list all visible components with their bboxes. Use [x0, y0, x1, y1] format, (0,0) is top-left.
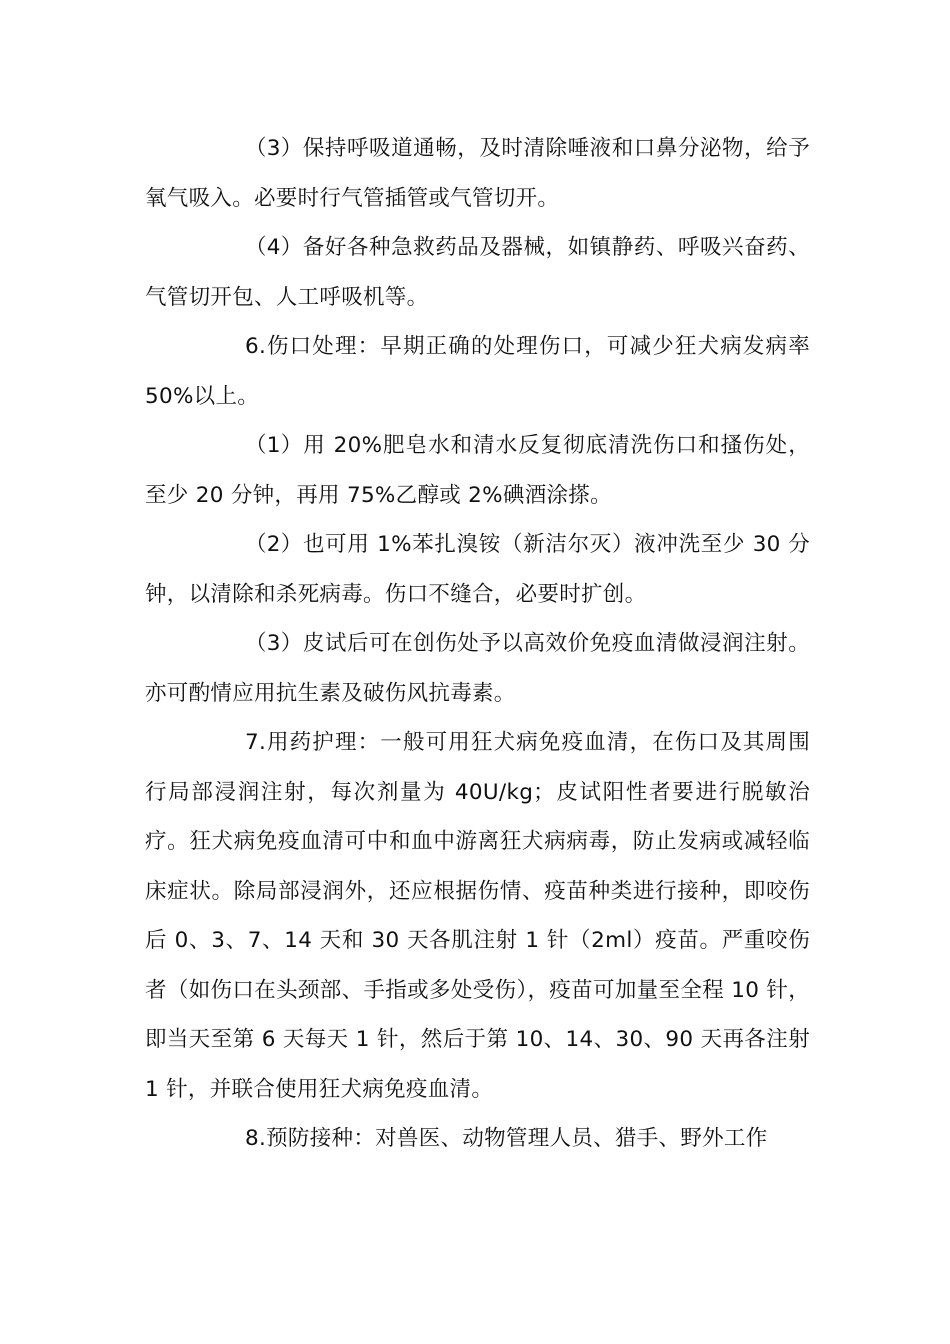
paragraph-7-medication: [145, 718, 810, 1114]
list-marker: （4）: [245, 235, 303, 260]
paragraph-6-wound-care: [145, 322, 810, 421]
paragraph-3-immune-serum: [145, 619, 810, 718]
paragraph-text: 预防接种：对兽医、动物管理人员、猎手、野外工作: [266, 1126, 768, 1151]
list-marker: （3）: [245, 631, 303, 656]
paragraph-text: 保持呼吸道通畅，及时清除唾液和口鼻分泌物，给予氧气吸入。必要时行气管插管或气管切开。: [145, 136, 810, 211]
paragraph-text: 备好各种急救药品及器械，如镇静药、呼吸兴奋药、气管切开包、人工呼吸机等。: [145, 235, 810, 310]
paragraph-text: 伤口处理：早期正确的处理伤口，可减少狂犬病发病率 50%以上。: [145, 334, 810, 409]
document-body: [145, 124, 810, 1164]
paragraph-text: 用 20%肥皂水和清水反复彻底清洗伤口和搔伤处，至少 20 分钟，再用 75%乙醇或 2%碘酒涂搽。: [145, 433, 810, 508]
list-marker: 7.: [245, 730, 267, 755]
paragraph-2-benzalkonium-wash: [145, 520, 810, 619]
list-marker: 8.: [245, 1126, 267, 1151]
paragraph-text: 皮试后可在创伤处予以高效价免疫血清做浸润注射。亦可酌情应用抗生素及破伤风抗毒素。: [145, 631, 810, 706]
list-marker: 6.: [245, 334, 267, 359]
list-marker: （2）: [245, 532, 303, 557]
paragraph-8-vaccination: [145, 1114, 810, 1164]
paragraph-3-airway: [145, 124, 810, 223]
list-marker: （1）: [245, 433, 303, 458]
paragraph-4-emergency-supplies: [145, 223, 810, 322]
paragraph-text: 用药护理：一般可用狂犬病免疫血清，在伤口及其周围行局部浸润注射，每次剂量为 40U/kg；皮试阳性者要进行脱敏治疗。狂犬病免疫血清可中和血中游离狂犬病病毒，防止发病或减轻临床症状。除局部浸润外，还应根据伤情、疫苗种类进行接种，即咬伤后 0、3、7、14 天和 30 天各肌注射 1 针（2ml）疫苗。严重咬伤者（如伤口在头颈部、手指或多处受伤），疫苗可加量至全程 10 针，即当天至第 6 天每天 1 针，然后于第 10、14、30、90 天再各注射 1 针，并联合使用狂犬病免疫血清。: [145, 730, 810, 1102]
list-marker: （3）: [245, 136, 303, 161]
paragraph-1-soap-wash: [145, 421, 810, 520]
paragraph-text: 也可用 1%苯扎溴铵（新洁尔灭）液冲洗至少 30 分钟，以清除和杀死病毒。伤口不缝合，必要时扩创。: [145, 532, 810, 607]
